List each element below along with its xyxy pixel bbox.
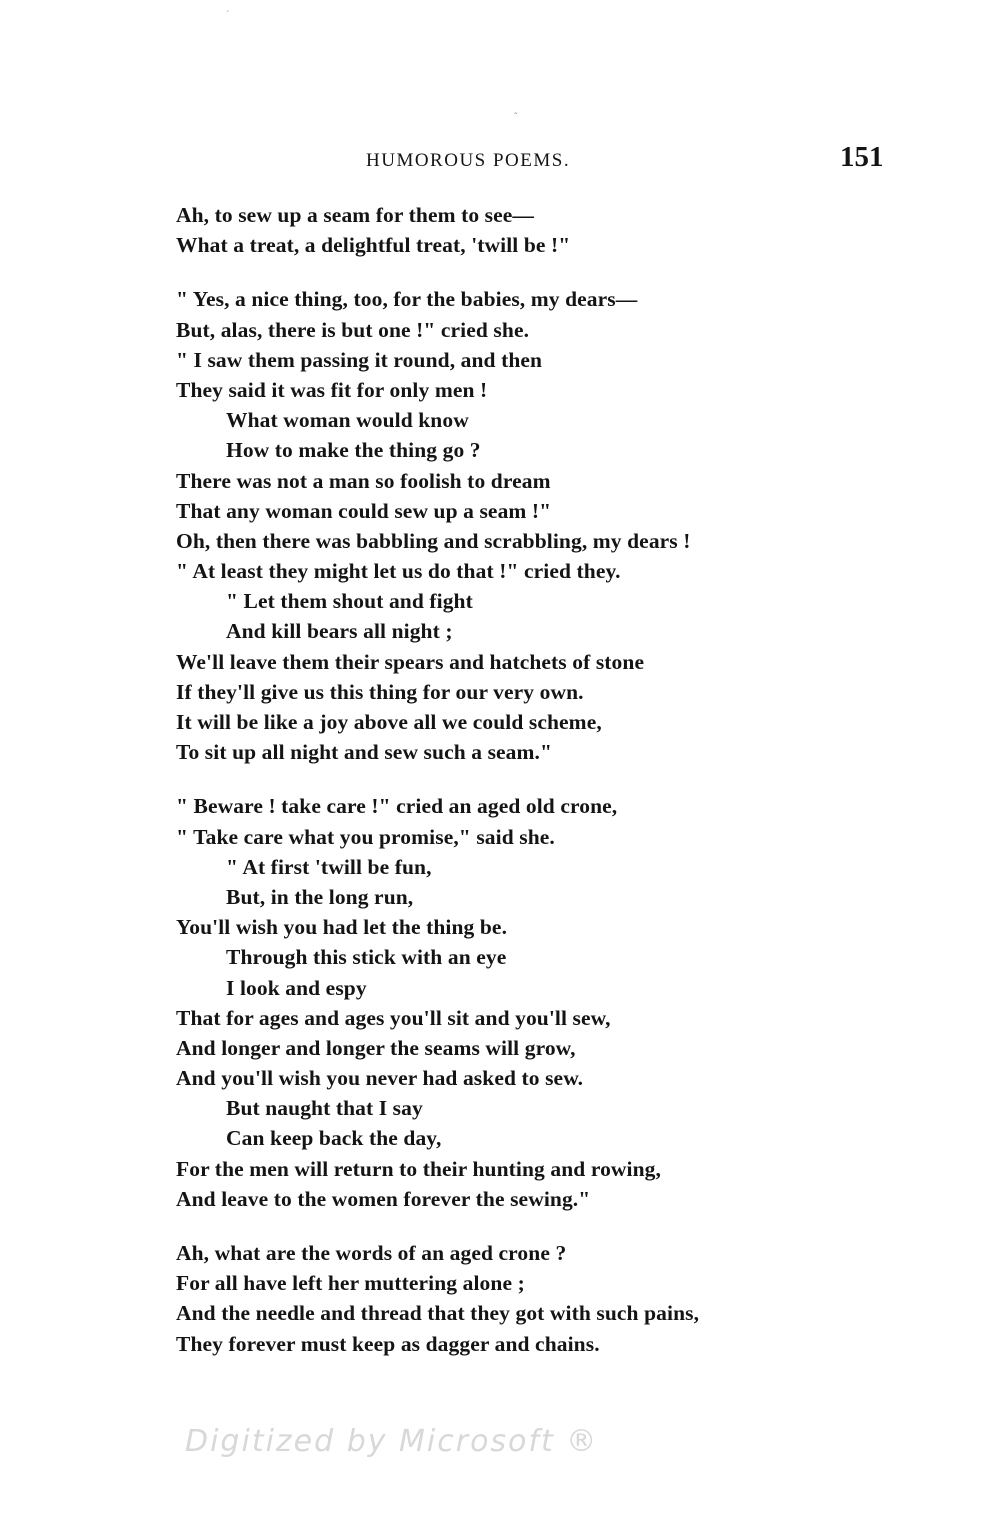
poem-line: That for ages and ages you'll sit and you'll sew, xyxy=(176,1005,611,1030)
poem-line: " Yes, a nice thing, too, for the babies, my dears— xyxy=(176,287,638,312)
digitization-watermark: Digitized by Microsoft ® xyxy=(185,1424,599,1459)
poem-line: For the men will return to their hunting and rowing, xyxy=(176,1156,662,1181)
poem-line: What a treat, a delightful treat, 'twill be !" xyxy=(176,233,571,258)
poem-line: And you'll wish you never had asked to sew. xyxy=(176,1066,584,1091)
poem-line: And leave to the women forever the sewing." xyxy=(176,1186,591,1211)
poem-line: Oh, then there was babbling and scrabbling, my dears ! xyxy=(176,528,691,553)
poem-line: " At least they might let us do that !" cried they. xyxy=(176,559,621,584)
poem-line: But naught that I say xyxy=(226,1096,423,1121)
poem-line: They said it was fit for only men ! xyxy=(176,377,488,402)
poem-line: But, alas, there is but one !" cried she. xyxy=(176,317,530,342)
poem-line: For all have left her muttering alone ; xyxy=(176,1271,525,1296)
poem-line: And kill bears all night ; xyxy=(226,619,453,644)
poem-line: They forever must keep as dagger and chains. xyxy=(176,1331,600,1356)
poem-line: " Take care what you promise," said she. xyxy=(176,824,555,849)
poem-line: Ah, what are the words of an aged crone ? xyxy=(176,1241,567,1265)
poem-line: " I saw them passing it round, and then xyxy=(176,347,543,372)
stanza xyxy=(176,1238,836,1359)
poem-line: Ah, to sew up a seam for them to see— xyxy=(176,203,535,227)
stanza xyxy=(176,791,836,1214)
poem-line: I look and espy xyxy=(226,975,367,1000)
poem-line: How to make the thing go ? xyxy=(226,438,481,463)
scan-speck: ˊ xyxy=(226,10,230,21)
poem-line: " Beware ! take care !" cried an aged old crone, xyxy=(176,794,618,819)
stanza xyxy=(176,284,836,767)
poem-line: What woman would know xyxy=(226,408,469,433)
poem-line: And longer and longer the seams will grow, xyxy=(176,1035,576,1060)
stanza xyxy=(176,200,836,260)
poem-line: It will be like a joy above all we could scheme, xyxy=(176,710,602,734)
poem-line: Can keep back the day, xyxy=(226,1126,442,1151)
page-number: 151 xyxy=(840,141,884,173)
poem-line: You'll wish you had let the thing be. xyxy=(176,915,508,940)
poem-line: But, in the long run, xyxy=(226,884,414,909)
poem-line: If they'll give us this thing for our very own. xyxy=(176,679,584,704)
poem-line: And the needle and thread that they got with such pains, xyxy=(176,1301,700,1326)
poem-line: To sit up all night and sew such a seam." xyxy=(176,740,553,765)
scan-speck: ˆ xyxy=(514,112,518,123)
poem-line: " At first 'twill be fun, xyxy=(226,854,432,879)
poem-line: We'll leave them their spears and hatchets of stone xyxy=(176,649,645,674)
poem-line: There was not a man so foolish to dream xyxy=(176,468,551,493)
poem-line: " Let them shout and fight xyxy=(226,589,473,614)
running-title: HUMOROUS POEMS. xyxy=(366,150,571,171)
poem-line: Through this stick with an eye xyxy=(226,945,507,970)
poem-body xyxy=(176,200,836,1383)
poem-line: That any woman could sew up a seam !" xyxy=(176,498,552,523)
